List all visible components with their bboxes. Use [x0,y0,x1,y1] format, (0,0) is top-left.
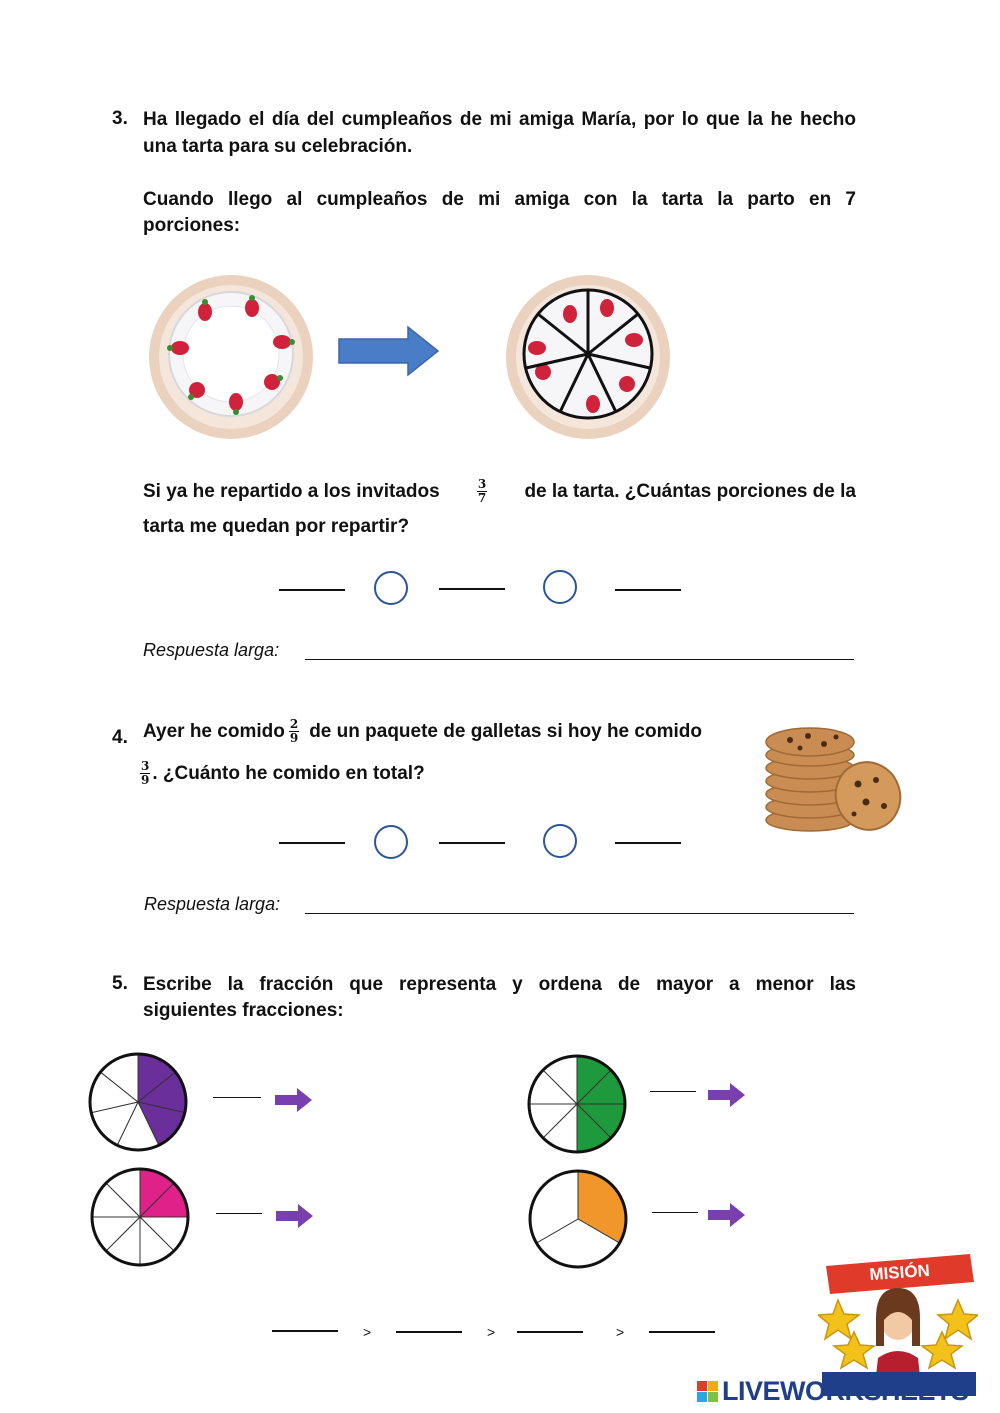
right-arrow-icon [338,325,440,377]
question-3-prompt-end: de la tarta. ¿Cuántas porciones de la [524,481,856,502]
liveworksheets-logo-icon [697,1381,718,1402]
answer-blank[interactable] [615,589,681,591]
purple-arrow-icon [275,1088,313,1112]
greater-than-sign: > [487,1324,496,1340]
greater-than-sign: > [363,1324,372,1340]
question-4-text-end: . ¿Cuánto he comido en total? [152,763,425,784]
fraction-pie-pink [89,1166,191,1268]
long-answer-label: Respuesta larga: [144,894,281,914]
question-4-line-2 [140,760,425,787]
fraction-3-7: $\frac{3}{7}$ [477,477,487,505]
fraction-pie-purple [87,1051,189,1153]
question-3-line-3: Cuando llego al cumpleaños de mi amiga con la tarta la parto en 7 [143,189,856,210]
order-blank[interactable] [272,1330,338,1332]
question-3-prompt [143,478,856,505]
question-3-line-1: Ha llegado el día del cumpleaños de mi amiga María, por lo que la he hecho [143,109,856,130]
question-4-text-start: Ayer he comido [143,721,285,742]
order-blank[interactable] [649,1331,715,1333]
operator-circle[interactable] [543,570,577,604]
long-answer-line[interactable] [305,913,854,914]
fraction-answer-blank[interactable] [652,1212,698,1213]
answer-blank[interactable] [615,842,681,844]
fraction-2-9: $\frac{2}{9}$ [289,717,299,745]
cookies-image [762,722,906,836]
question-4-number: 4. [112,727,128,748]
purple-arrow-icon [708,1203,746,1227]
liveworksheets-wordmark: LIVEWORKSHEETS [722,1376,969,1406]
answer-blank[interactable] [439,842,505,844]
fraction-3-9: $\frac{3}{9}$ [141,759,150,787]
purple-arrow-icon [708,1083,746,1107]
long-answer-label: Respuesta larga: [143,640,280,660]
operator-circle[interactable] [374,571,408,605]
question-3-number: 3. [112,108,128,129]
fraction-pie-orange [527,1168,629,1270]
order-blank[interactable] [517,1331,583,1333]
question-3-prompt-start: Si ya he repartido a los invitados [143,481,440,502]
long-answer-line[interactable] [305,659,854,660]
fraction-answer-blank[interactable] [213,1097,261,1098]
order-blank[interactable] [396,1331,462,1333]
question-5-line-1: Escribe la fracción que representa y ordena de mayor a menor las [143,974,856,995]
answer-blank[interactable] [439,588,505,590]
question-3-prompt-line-2: tarta me quedan por repartir? [143,516,410,537]
operator-circle[interactable] [374,825,408,859]
fraction-answer-blank[interactable] [650,1091,696,1092]
sliced-cake-image [497,268,679,446]
answer-blank[interactable] [279,842,345,844]
greater-than-sign: > [616,1324,625,1340]
whole-cake-image [140,268,322,446]
operator-circle[interactable] [543,824,577,858]
question-4-text-middle: de un paquete de galletas si hoy he comido [309,721,702,742]
answer-blank[interactable] [279,589,345,591]
question-5-number: 5. [112,973,128,994]
question-5-line-2: siguientes fracciones: [143,1000,344,1021]
purple-arrow-icon [276,1204,314,1228]
svg-text:MISIÓN: MISIÓN [868,1260,931,1285]
question-3-line-4: porciones: [143,215,241,236]
question-3-line-2: una tarta para su celebración. [143,136,413,157]
fraction-pie-green [526,1053,628,1155]
fraction-answer-blank[interactable] [216,1213,262,1214]
liveworksheets-logo [697,1376,969,1407]
question-4-line-1 [143,718,702,745]
